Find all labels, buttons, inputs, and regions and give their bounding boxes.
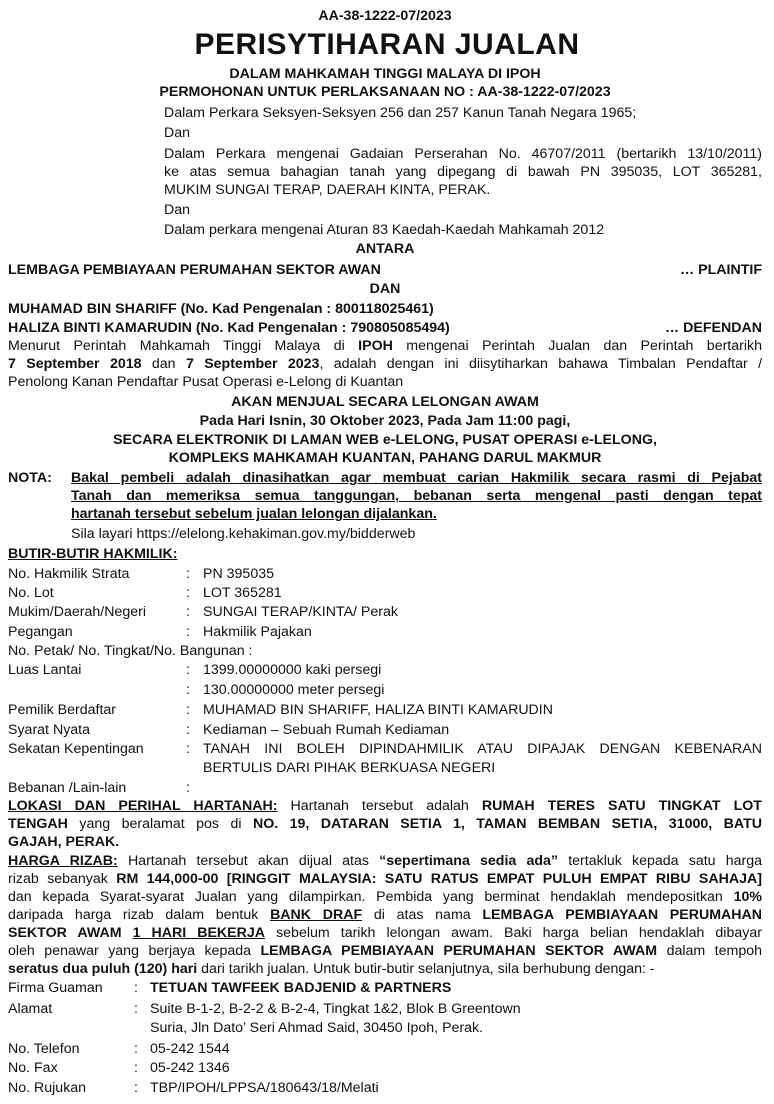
title-details-heading: BUTIR-BUTIR HAKMILIK: bbox=[8, 546, 178, 562]
reserve-line-2: rizab sebanyak RM 144,000-00 [RINGGIT MALAYSIA: SATU RATUS EMPAT PULUH EMPAT RIBU SAHAJA] bbox=[8, 871, 762, 887]
antara-heading: ANTARA bbox=[355, 241, 415, 257]
defendant-2: HALIZA BINTI KAMARUDIN (No. Kad Pengenalan : 790805085494) bbox=[8, 320, 450, 336]
location-line-3: GAJAH, PERAK. bbox=[8, 834, 120, 850]
defendant-2-row bbox=[8, 319, 762, 337]
plaintiff-role: … PLAINTIF bbox=[680, 262, 762, 278]
matter-dan-2: Dan bbox=[164, 202, 191, 218]
matter-line-1: Dalam Perkara Seksyen-Seksyen 256 dan 257 Kanun Tanah Negara 1965; bbox=[164, 105, 637, 121]
title-sekatan-line-1: TANAH INI BOLEH DIPINDAHMILIK ATAU DIPAJAK DENGAN KEBENARAN bbox=[203, 741, 762, 757]
reserve-line-6: oleh penawar yang berjaya kepada LEMBAGA PEMBIAYAAN PERUMAHAN SEKTOR AWAM dalam tempoh bbox=[8, 943, 763, 959]
order-line-1: Menurut Perintah Mahkamah Tinggi Malaya di IPOH mengenai Perintah Jualan dan Perintah bertarikh bbox=[8, 338, 762, 354]
order-line-3: Penolong Kanan Pendaftar Pusat Operasi e-Lelong di Kuantan bbox=[8, 374, 404, 390]
title-row-petak: No. Petak/ No. Tingkat/No. Bangunan : bbox=[8, 643, 253, 659]
matter-line-2a: Dalam Perkara mengenai Gadaian Perserahan No. 46707/2011 (bertarikh 13/10/2011) bbox=[164, 146, 762, 162]
matter-line-3: Dalam perkara mengenai Aturan 83 Kaedah-Kaedah Mahkamah 2012 bbox=[164, 222, 605, 238]
auction-venue-2: KOMPLEKS MAHKAMAH KUANTAN, PAHANG DARUL MAKMUR bbox=[168, 450, 602, 466]
defendant-1: MUHAMAD BIN SHARIFF (No. Kad Pengenalan : 800118025461) bbox=[8, 301, 434, 317]
court-name: DALAM MAHKAMAH TINGGI MALAYA DI IPOH bbox=[229, 66, 541, 82]
location-line-1: LOKASI DAN PERIHAL HARTANAH: Hartanah tersebut adalah RUMAH TERES SATU TINGKAT LOT bbox=[8, 798, 762, 814]
matter-line-2c: MUKIM SUNGAI TERAP, DAERAH KINTA, PERAK. bbox=[164, 182, 491, 198]
plaintiff-row bbox=[8, 261, 762, 279]
order-line-2: 7 September 2018 dan 7 September 2023, adalah dengan ini diisytiharkan bahawa Timbalan Pendaftar / bbox=[8, 356, 763, 372]
matter-dan-1: Dan bbox=[164, 125, 191, 141]
nota-line-1: Bakal pembeli adalah dinasihatkan agar membuat carian Hakmilik secara rasmi di Pejabat bbox=[71, 470, 762, 486]
matter-line-2b: ke atas semua bahagian tanah yang dipegang di bawah PN 395035, LOT 365281, bbox=[164, 164, 762, 180]
reserve-line-7: seratus dua puluh (120) hari dari tarikh jualan. Untuk butir-butir selanjutnya, sila berhubung dengan: - bbox=[8, 961, 655, 977]
reserve-line-5: SEKTOR AWAM 1 HARI BEKERJA sebelum tarikh lelongan awam. Baki harga belian hendaklah dibayar bbox=[8, 925, 762, 941]
nota-label: NOTA: bbox=[8, 470, 52, 486]
defendant-role: … DEFENDAN bbox=[665, 320, 762, 336]
title-sekatan-line-2: BERTULIS DARI PIHAK BERKUASA NEGERI bbox=[203, 760, 496, 776]
nota-line-3: hartanah tersebut sebelum jualan lelongan dijalankan. bbox=[71, 506, 437, 522]
auction-line-1: AKAN MENJUAL SECARA LELONGAN AWAM bbox=[231, 394, 539, 410]
nota-website-link[interactable]: Sila layari https://elelong.kehakiman.gov.my/bidderweb bbox=[71, 526, 416, 542]
auction-date-time: Pada Hari Isnin, 30 Oktober 2023, Pada Jam 11:00 pagi, bbox=[199, 413, 571, 429]
dan-heading: DAN bbox=[369, 281, 401, 297]
auction-venue-1: SECARA ELEKTRONIK DI LAMAN WEB e-LELONG, PUSAT OPERASI e-LELONG, bbox=[113, 432, 657, 448]
reserve-line-3: dan kepada Syarat-syarat Jualan yang dilampirkan. Pembida yang berminat hendaklah mendepositkan 10% bbox=[8, 889, 762, 905]
location-line-2: TENGAH yang beralamat pos di NO. 19, DATARAN SETIA 1, TAMAN BEMBAN SETIA, 31000, BATU bbox=[8, 816, 762, 832]
reserve-line-4: daripada harga rizab dalam bentuk BANK DRAF di atas nama LEMBAGA PEMBIAYAAN PERUMAHAN bbox=[8, 907, 762, 923]
document-title: PERISYTIHARAN JUALAN bbox=[194, 28, 580, 61]
nota-line-2: Tanah dan memeriksa semua tanggungan, bebanan serta mengenal pasti dengan tepat bbox=[71, 488, 762, 504]
reference-number-top: AA-38-1222-07/2023 bbox=[318, 8, 452, 24]
reserve-line-1: HARGA RIZAB: Hartanah tersebut akan dijual atas “sepertimana sedia ada” tertakluk kepada satu harga bbox=[8, 853, 763, 869]
application-number: PERMOHONAN UNTUK PERLAKSANAAN NO : AA-38-1222-07/2023 bbox=[159, 84, 611, 100]
sale-proclamation-document: AA-38-1222-07/2023 PERISYTIHARAN JUALAN DALAM MAHKAMAH TINGGI MALAYA DI IPOH PERMOHONAN UNTUK PERLAKSANAAN NO : AA-38-1222-07/2023 Dalam Perkara Seksyen-Seksyen 256 dan 257 Kanun Tanah Negara 1965; Dan Dalam Perkara mengenai Gadaian Perserahan No. 46707/2011 (bertarikh 13/10/2011) ke atas semua bahagian tanah yang dipegang di bawah PN 395035, LOT 365281, MUKIM SUNGAI TERAP, DAERAH KINTA, PERAK. Dan Dalam perkara mengenai Aturan 83 Kaedah-Kaedah Mahkamah 2012 ANTARA LEMBAGA PEMBIAYAAN PERUMAHAN SEKTOR AWAN … PLAINTIF DAN MUHAMAD BIN SHARIFF (No. Kad Pengenalan : 800118025461) HALIZA BINTI KAMARUDIN (No. Kad Pengenalan : 790805085494) … DEFENDAN Menurut Perintah Mahkamah Tinggi Malaya di IPOH mengenai Perintah Jualan dan Perintah bertarikh 7 September 2018 dan 7 September 2023, adalah dengan ini diisytiharkan bahawa Timbalan Pendaftar / Penolong Kanan Pendaftar Pusat Operasi e-Lelong di Kuantan AKAN MENJUAL SECARA LELONGAN AWAM Pada Hari Isnin, 30 Oktober 2023, Pada Jam 11:00 pagi, SECARA ELEKTRONIK DI LAMAN WEB e-LELONG, PUSAT OPERASI e-LELONG, KOMPLEKS MAHKAMAH KUANTAN, PAHANG DARUL MAKMUR NOTA: Bakal pembeli adalah dinasihatkan agar membuat carian Hakmilik secara rasmi di Pejabat Tanah dan memeriksa semua tanggungan, bebanan serta mengenal pasti dengan tepat hartanah tersebut sebelum jualan lelongan dijalankan. Sila layari https://elelong.kehakiman.gov.my/bidderweb BUTIR-BUTIR HAKMILIK: No. Hakmilik Strata : PN 395035 No. Lot : LOT 365281 Mukim/Daerah/Negeri : SUNGAI TERAP/KINTA/ Perak Pegangan : Hakmilik Pajakan No. Petak/ No. Tingkat/No. Bangunan : Luas Lantai : 1399.00000000 kaki persegi : 130.00000000 meter persegi Pemilik Berdaftar : MUHAMAD BIN SHARIFF, HALIZA BINTI KAMARUDIN Syarat Nyata : Kediaman – Sebuah Rumah Kediaman Sekatan Kepentingan : TANAH INI BOLEH DIPINDAHMILIK ATAU DIPAJAK DENGAN KEBENARAN BERTULIS DARI PIHAK BERKUASA NEGERI Bebanan /Lain-lain : LOKASI DAN PERIHAL HARTANAH: Hartanah tersebut adalah RUMAH TERES SATU TINGKAT LOT TENGAH yang beralamat pos di NO. 19, DATARAN SETIA 1, TAMAN BEMBAN SETIA, 31000, BATU GAJAH, PERAK. HARGA RIZAB: Hartanah tersebut akan dijual atas “sepertimana sedia ada” tertakluk kepada satu harga rizab sebanyak RM 144,000-00 [RINGGIT MALAYSIA: SATU RATUS EMPAT PULUH EMPAT RIBU SAHAJA] dan kepada Syarat-syarat Jualan yang dilampirkan. Pembida yang berminat hendaklah mendepositkan 10% daripada harga rizab dalam bentuk BANK DRAF di atas nama LEMBAGA PEMBIAYAAN PERUMAHAN SEKTOR AWAM 1 HARI BEKERJA sebelum tarikh lelongan awam. Baki harga belian hendaklah dibayar oleh penawar yang berjaya kepada LEMBAGA PEMBIAYAAN PERUMAHAN SEKTOR AWAM dalam tempoh seratus dua puluh (120) hari dari tarikh jualan. Untuk butir-butir selanjutnya, sila berhubung dengan: - Firma Guaman : TETUAN TAWFEEK BADJENID & PARTNERS Alamat : Suite B-1-2, B-2-2 & B-2-4, Tingkat 1&2, Blok B Greentown Suria, Jln Dato’ Seri Ahmad Said, 30450 Ipoh, Perak. No. Telefon : 05-242 1544 No. Fax : 05-242 1346 No. Rujukan : TBP/IPOH/LPPSA/180643/18/Melati bbox=[0, 0, 774, 1104]
plaintiff-name: LEMBAGA PEMBIAYAAN PERUMAHAN SEKTOR AWAN bbox=[8, 262, 381, 278]
contact-alamat-2: Suria, Jln Dato’ Seri Ahmad Said, 30450 Ipoh, Perak. bbox=[150, 1020, 484, 1036]
